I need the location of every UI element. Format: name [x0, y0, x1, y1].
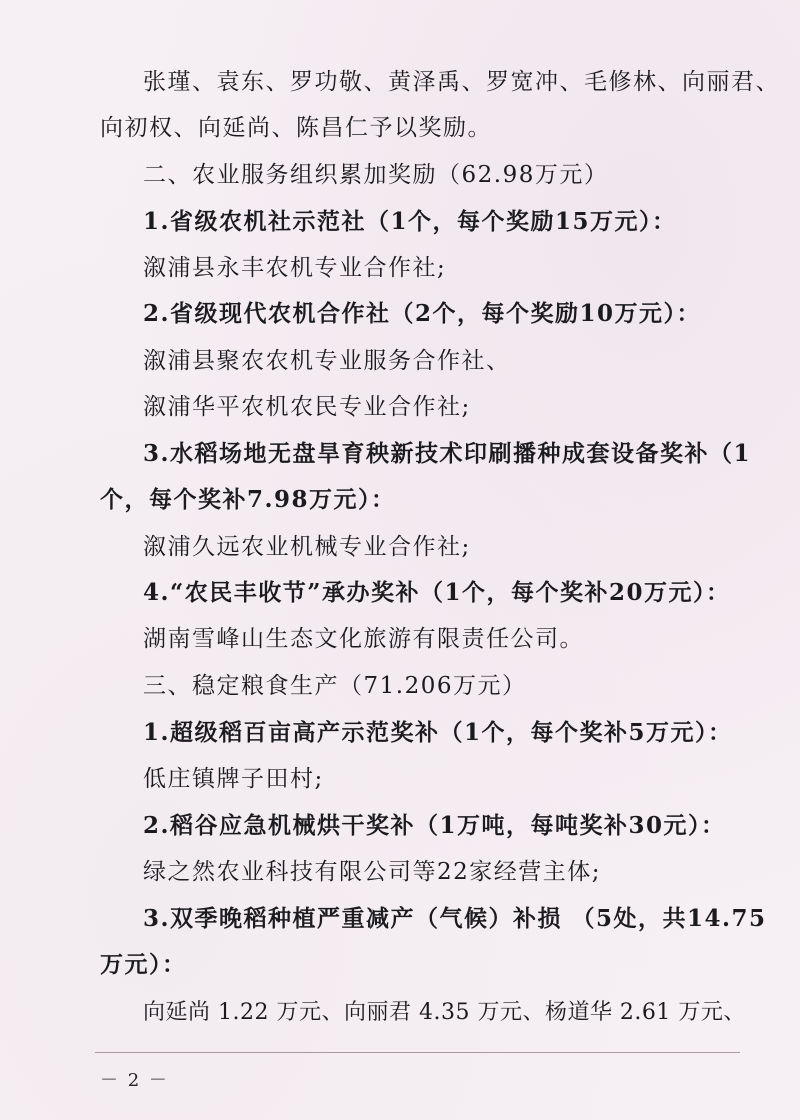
item-heading-3-1: 1.超级稻百亩高产示范奖补（1个，每个奖补5万元）： [143, 719, 733, 746]
text-line-3-1-recipient: 低庄镇牌子田村; [143, 766, 324, 792]
page-number: － 2 － [100, 1070, 169, 1091]
item-heading-2-2: 2.省级现代农机合作社（2个，每个奖励10万元）： [143, 300, 702, 327]
text-line-2-3-recipient: 溆浦久远农业机械专业合作社; [143, 534, 471, 560]
text-line-3-3-recipients: 向延尚 1.22 万元、向丽君 4.35 万元、杨道华 2.61 万元、 [143, 1000, 746, 1025]
text-line-2-2-recipient-1: 溆浦县聚农农机专业服务合作社、 [143, 348, 511, 374]
section-heading-3: 三、稳定粮食生产（71.206万元） [143, 673, 527, 699]
item-heading-3-3: 3.双季晚稻种植严重减产（气候）补损 （5处，共14.75 [143, 905, 767, 932]
item-heading-2-1: 1.省级农机社示范社（1个，每个奖励15万元）： [143, 208, 677, 235]
text-line-awardees-2: 向初权、向延尚、陈昌仁予以奖励。 [100, 115, 492, 141]
footer-divider [95, 1052, 740, 1053]
item-heading-3-3-cont: 万元）： [100, 951, 187, 978]
text-line-2-2-recipient-2: 溆浦华平农机农民专业合作社; [143, 394, 471, 420]
item-heading-3-2: 2.稻谷应急机械烘干奖补（1万吨，每吨奖补30元）： [143, 812, 726, 839]
text-line-3-2-recipient: 绿之然农业科技有限公司等22家经营主体; [143, 859, 602, 885]
section-heading-2: 二、农业服务组织累加奖励（62.98万元） [143, 162, 609, 188]
item-heading-2-4: 4.“农民丰收节”承办奖补（1个，每个奖补20万元）： [143, 579, 731, 606]
text-line-2-4-recipient: 湖南雪峰山生态文化旅游有限责任公司。 [143, 626, 584, 652]
text-line-awardees-1: 张瑾、袁东、罗功敬、黄泽禹、罗宽冲、毛修林、向丽君、 [143, 69, 780, 95]
item-heading-2-3: 3.水稻场地无盘旱育秧新技术印刷播种成套设备奖补（1 [143, 440, 752, 467]
item-heading-2-3-cont: 个，每个奖补7.98万元）： [100, 486, 396, 513]
text-line-2-1-recipient: 溆浦县永丰农机专业合作社; [143, 255, 447, 281]
